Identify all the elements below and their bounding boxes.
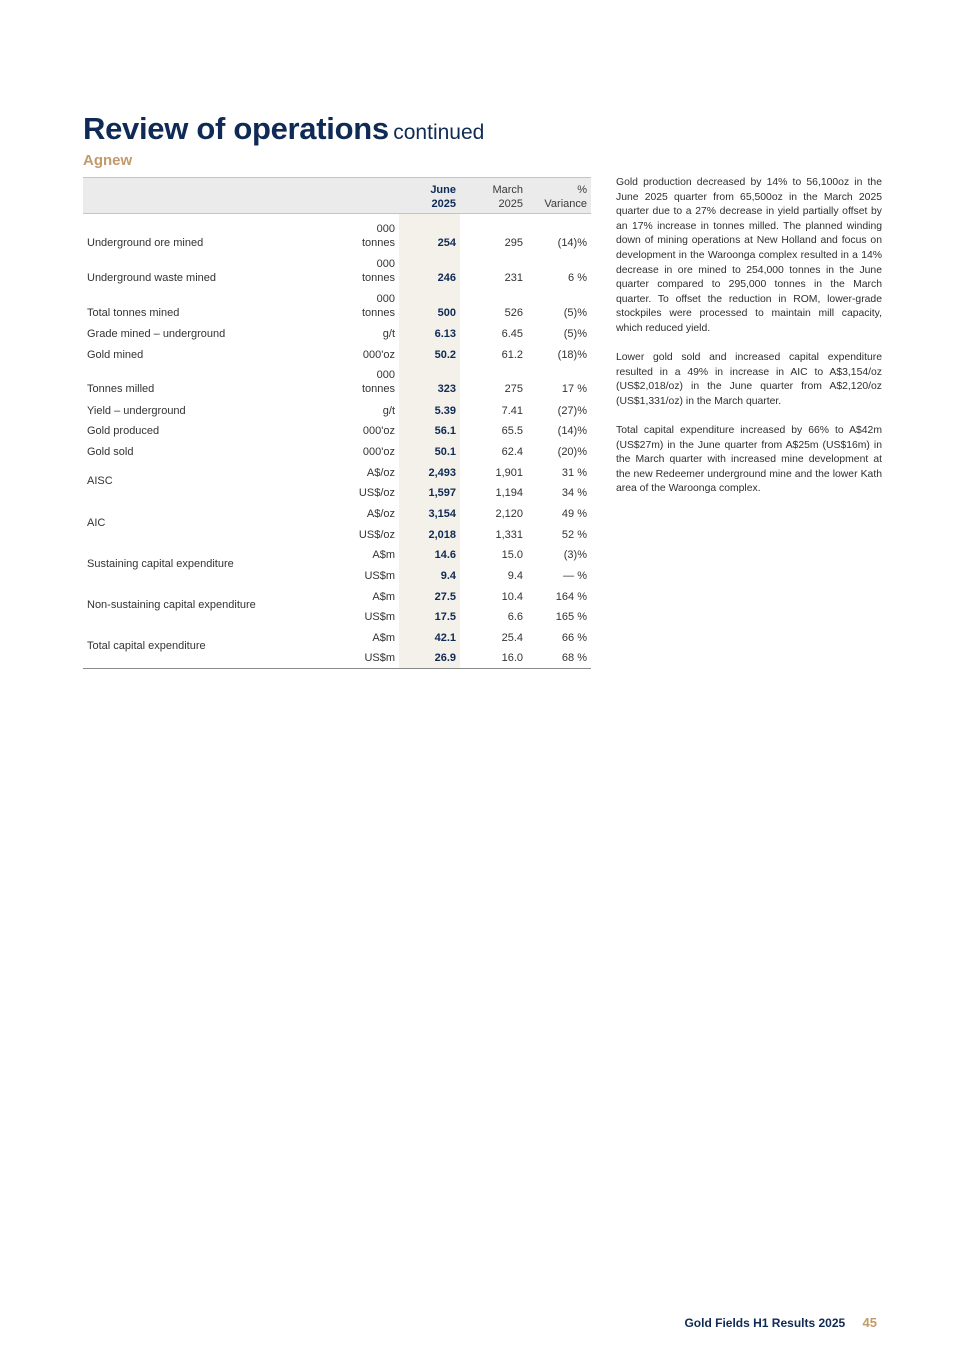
row-unit: 000 tonnes — [361, 257, 395, 284]
row-label: Total tonnes mined — [87, 306, 180, 319]
row-current: 9.4 — [399, 565, 460, 586]
row-prior: 1,901 — [495, 466, 523, 479]
row-prior: 526 — [504, 306, 523, 319]
row-unit: US$m — [319, 648, 399, 669]
row-unit: US$/oz — [358, 528, 395, 541]
row-unit: A$m — [372, 632, 395, 645]
row-current: 42.1 — [399, 627, 460, 648]
row-label: AISC — [87, 475, 113, 488]
row-unit: A$/oz — [366, 508, 395, 520]
commentary-text — [616, 176, 882, 512]
row-prior: 1,331 — [495, 528, 523, 541]
operations-table — [83, 177, 591, 669]
row-label: Non-sustaining capital expenditure — [87, 599, 256, 612]
row-variance: 17 % — [561, 382, 587, 395]
row-unit: A$m — [372, 590, 395, 603]
row-unit: US$m — [364, 570, 395, 583]
row-unit: 000 tonnes — [361, 222, 395, 249]
row-unit: 000'oz — [362, 348, 395, 361]
row-variance: 68 % — [527, 648, 591, 669]
row-label: Sustaining capital expenditure — [87, 557, 234, 570]
row-prior: 61.2 — [501, 348, 523, 361]
row-label: Total capital expenditure — [83, 627, 319, 668]
row-prior: 231 — [504, 271, 523, 284]
header-current: June 2025 — [399, 178, 460, 214]
row-current: 17.5 — [399, 607, 460, 628]
row-current: 56.1 — [399, 421, 460, 442]
row-prior: 295 — [504, 236, 523, 249]
table-row — [83, 545, 591, 566]
row-label: Grade mined – underground — [87, 328, 226, 341]
row-prior: 7.41 — [501, 404, 523, 417]
page-title — [83, 111, 484, 147]
row-current: 5.39 — [399, 400, 460, 421]
row-variance: 31 % — [561, 466, 587, 479]
row-unit: g/t — [382, 328, 395, 341]
row-unit: 000 tonnes — [361, 292, 395, 319]
row-unit: A$m — [372, 549, 395, 562]
table-row — [83, 586, 591, 607]
row-variance: 49 % — [561, 508, 587, 520]
row-unit: 000 tonnes — [361, 368, 395, 395]
row-variance: (5)% — [563, 328, 587, 341]
row-prior: 25.4 — [501, 632, 523, 645]
row-label: Yield – underground — [87, 404, 186, 417]
table-row — [83, 344, 591, 365]
row-unit: g/t — [382, 404, 395, 417]
row-label: Underground ore mined — [87, 236, 204, 249]
row-variance: (14)% — [557, 236, 587, 249]
row-current: 14.6 — [399, 545, 460, 566]
table-row — [83, 289, 591, 324]
header-unit — [319, 178, 399, 214]
row-current: 323 — [399, 365, 460, 400]
paragraph: Total capital expenditure increased by 66% to A$42m (US$27m) in the June quarter from A$25m (US$16m) in the March quarter with increased mine development at the new Redeemer underground mine and the lower Kath area of the Waroonga complex. — [616, 425, 882, 495]
row-prior: 9.4 — [507, 570, 523, 583]
row-current: 27.5 — [399, 586, 460, 607]
row-variance: 6 % — [568, 271, 587, 284]
row-prior: 15.0 — [501, 549, 523, 562]
footer-document-title: Gold Fields H1 Results 2025 — [684, 1316, 846, 1330]
table-row — [83, 441, 591, 462]
row-label: Gold produced — [87, 425, 160, 438]
row-unit: A$/oz — [366, 466, 395, 479]
row-current: 500 — [399, 289, 460, 324]
row-prior: 16.0 — [460, 648, 527, 669]
table-row — [83, 365, 591, 400]
row-unit: US$m — [364, 611, 395, 624]
row-variance: 165 % — [555, 611, 587, 624]
table-row — [83, 254, 591, 289]
table-row — [83, 421, 591, 442]
table-row — [83, 627, 591, 648]
row-variance: 34 % — [561, 487, 587, 500]
row-variance: (18)% — [557, 348, 587, 361]
header-prior: March 2025 — [460, 178, 527, 214]
row-current: 2,018 — [399, 524, 460, 545]
header-label — [83, 178, 319, 214]
row-prior: 6.45 — [501, 328, 523, 341]
row-variance: 66 % — [561, 632, 587, 645]
row-label: Gold mined — [87, 348, 144, 361]
table-row — [83, 400, 591, 421]
row-variance: 164 % — [555, 590, 587, 603]
row-unit: 000'oz — [362, 425, 395, 438]
table-row — [83, 324, 591, 345]
row-prior: 275 — [504, 382, 523, 395]
paragraph: Lower gold sold and increased capital expenditure resulted in a 49% in increase in AIC to A$3,154/oz (US$2,018/oz) in the June quarter from A$2,120/oz (US$1,331/oz) in the March quarter. — [616, 352, 882, 407]
row-current: 1,597 — [399, 483, 460, 504]
table-row — [83, 503, 591, 524]
row-label: Gold sold — [87, 445, 134, 458]
row-current: 2,493 — [399, 462, 460, 483]
row-variance: — % — [563, 570, 587, 583]
title-main: Review of operations — [83, 111, 389, 146]
row-prior: 62.4 — [501, 445, 523, 458]
row-unit: 000'oz — [362, 445, 395, 458]
row-variance: (3)% — [563, 549, 587, 562]
row-current: 254 — [399, 214, 460, 254]
row-label: AIC — [87, 516, 106, 529]
table-header-row — [83, 178, 591, 214]
row-current: 50.1 — [399, 441, 460, 462]
table-row — [83, 462, 591, 483]
title-continued: continued — [393, 121, 485, 144]
row-variance: 52 % — [561, 528, 587, 541]
row-prior: 10.4 — [501, 590, 523, 603]
row-label: Underground waste mined — [87, 271, 217, 284]
paragraph: Gold production decreased by 14% to 56,100oz in the June 2025 quarter from 65,500oz in the March 2025 quarter due to a 27% decrease in yield partially offset by an 17% increase in tonnes milled. The planned winding down of mining operations at New Holland and focus on development in the Waroonga complex resulted in a 14% decrease in ore mined to 254,000 tonnes in the June quarter compared to 295,000 tonnes in the March quarter. To offset the reduction in ROM, lower-grade stockpiles were processed to maintain mill capacity, which reduced yield. — [616, 177, 882, 334]
row-prior: 2,120 — [495, 508, 523, 520]
section-title: Agnew — [83, 152, 133, 169]
page-number: 45 — [862, 1315, 877, 1330]
header-variance: % Variance — [527, 178, 591, 214]
row-unit: US$/oz — [358, 487, 395, 500]
row-variance: (20)% — [557, 445, 587, 458]
row-current: 50.2 — [399, 344, 460, 365]
row-variance: (14)% — [557, 425, 587, 438]
row-current: 26.9 — [399, 648, 460, 669]
row-prior: 1,194 — [495, 487, 523, 500]
row-variance: (5)% — [563, 306, 587, 319]
row-prior: 6.6 — [507, 611, 523, 624]
row-label: Tonnes milled — [87, 382, 155, 395]
row-current: 3,154 — [399, 503, 460, 524]
page-footer — [684, 1315, 877, 1330]
row-current: 6.13 — [399, 324, 460, 345]
row-prior: 65.5 — [501, 425, 523, 438]
table-row — [83, 214, 591, 254]
row-current: 246 — [399, 254, 460, 289]
row-variance: (27)% — [557, 404, 587, 417]
